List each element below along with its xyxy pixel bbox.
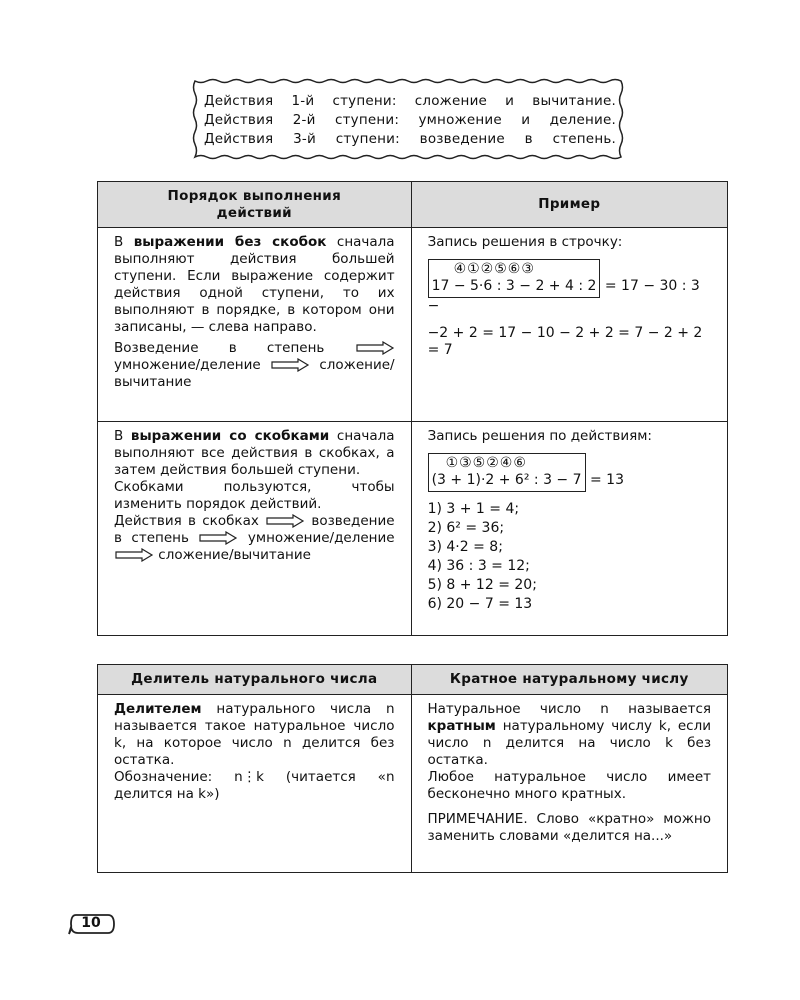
multiple-text3: Любое натуральное число имеет бесконечно много кратных. [427, 769, 711, 802]
rule-with-brackets [98, 422, 412, 636]
rule2-seq-c: умножение/деление [247, 530, 395, 546]
step-item: 6) 20 − 7 = 13 [427, 596, 533, 612]
rule2-seq-b: возведение в степень [114, 513, 395, 546]
order-of-operations-table [97, 181, 728, 636]
rule1-seq-c: сложение/вычитание [114, 357, 395, 390]
example1-result: −2 + 2 = 17 − 10 − 2 + 2 = 7 − 2 + 2 = 7 [427, 325, 703, 358]
example1-expression: 17 − 5·6 : 3 − 2 + 4 : 2 [431, 278, 597, 294]
example1-order-marks: ④①②⑤⑥③ [453, 261, 535, 277]
example1-title: Запись решения в строчку: [427, 234, 623, 250]
rule2-seq-d: сложение/вычитание [158, 547, 311, 563]
arrow-icon [270, 358, 310, 372]
note-line-1: Действия 1-й ступени: сложение и вычитание. [204, 93, 616, 109]
page-number: 10 [81, 915, 101, 931]
header-order: Порядок выполнения действий [98, 182, 412, 228]
multiple-definition [411, 695, 728, 873]
example2-expression: (3 + 1)·2 + 6² : 3 − 7 [431, 472, 582, 488]
multiple-text2: натуральному числу k, если число n делится на число k без остатка. [427, 718, 711, 768]
rule1-bold: выражении без скобок [133, 234, 327, 250]
example1-expression-box [428, 259, 601, 298]
example2-title: Запись решения по действиям: [427, 428, 652, 444]
rule2-text: сначала выполняют все действия в скобках, а затем действия большей ступени. [114, 428, 395, 478]
rule-no-brackets [98, 228, 412, 422]
step-item: 3) 4·2 = 8; [427, 539, 503, 555]
step-item: 2) 6² = 36; [427, 520, 505, 536]
multiple-note: ПРИМЕЧАНИЕ. Слово «кратно» можно заменить словами «делится на...» [427, 811, 711, 844]
step-item: 5) 8 + 12 = 20; [427, 577, 537, 593]
step-item: 4) 36 : 3 = 12; [427, 558, 530, 574]
rule2-seq-a: Действия в скобках [114, 513, 259, 529]
rule1-seq-a: Возведение в степень [114, 340, 325, 356]
page-number-badge [68, 912, 116, 936]
rule2-bold: выражении со скобками [130, 428, 330, 444]
header-multiple: Кратное натуральному числу [411, 665, 728, 695]
example2-expression-box [428, 453, 586, 492]
note-line-2: Действия 2-й ступени: умножение и деление. [204, 112, 616, 128]
rule2-lead: В [114, 428, 124, 444]
divisor-notation: Обозначение: n⋮k (читается «n делится на k») [114, 769, 395, 802]
example-inline [411, 228, 727, 422]
rule2-text2: Скобками пользуются, чтобы изменить порядок действий. [114, 479, 395, 512]
divisor-definition [98, 695, 412, 873]
example2-steps [428, 500, 711, 614]
header-divisor: Делитель натурального числа [98, 665, 412, 695]
note-line-3: Действия 3-й ступени: возведение в степень. [204, 131, 616, 147]
divisor-bold: Делителем [114, 701, 202, 717]
example2-order-marks: ①③⑤②④⑥ [445, 455, 527, 471]
multiple-bold: кратным [427, 718, 496, 734]
rule1-text: сначала выполняют действия большей ступени. Если выражение содержит действия одной ступени, то их выполняют в порядке, в котором они записаны, — слева направо. [114, 234, 395, 335]
arrow-icon [265, 514, 305, 528]
multiple-text1: Натуральное число n называется [427, 701, 711, 717]
divisor-text: натурального числа n называется такое натуральное число k, на которое число n делится без остатка. [114, 701, 395, 768]
arrow-icon [114, 548, 154, 562]
step-item: 1) 3 + 1 = 4; [427, 501, 520, 517]
header-example: Пример [411, 182, 727, 228]
arrow-icon [198, 531, 238, 545]
rule1-lead: В [114, 234, 124, 250]
example2-result: = 13 [589, 472, 624, 488]
definition-note-box [190, 76, 626, 162]
example-stepwise [411, 422, 727, 636]
divisor-multiple-table [97, 664, 728, 873]
rule1-seq-b: умножение/деление [114, 357, 261, 373]
example1-continuation: = 17 − 30 : 3 − [427, 278, 700, 314]
arrow-icon [355, 341, 395, 355]
note-lines [204, 92, 616, 149]
